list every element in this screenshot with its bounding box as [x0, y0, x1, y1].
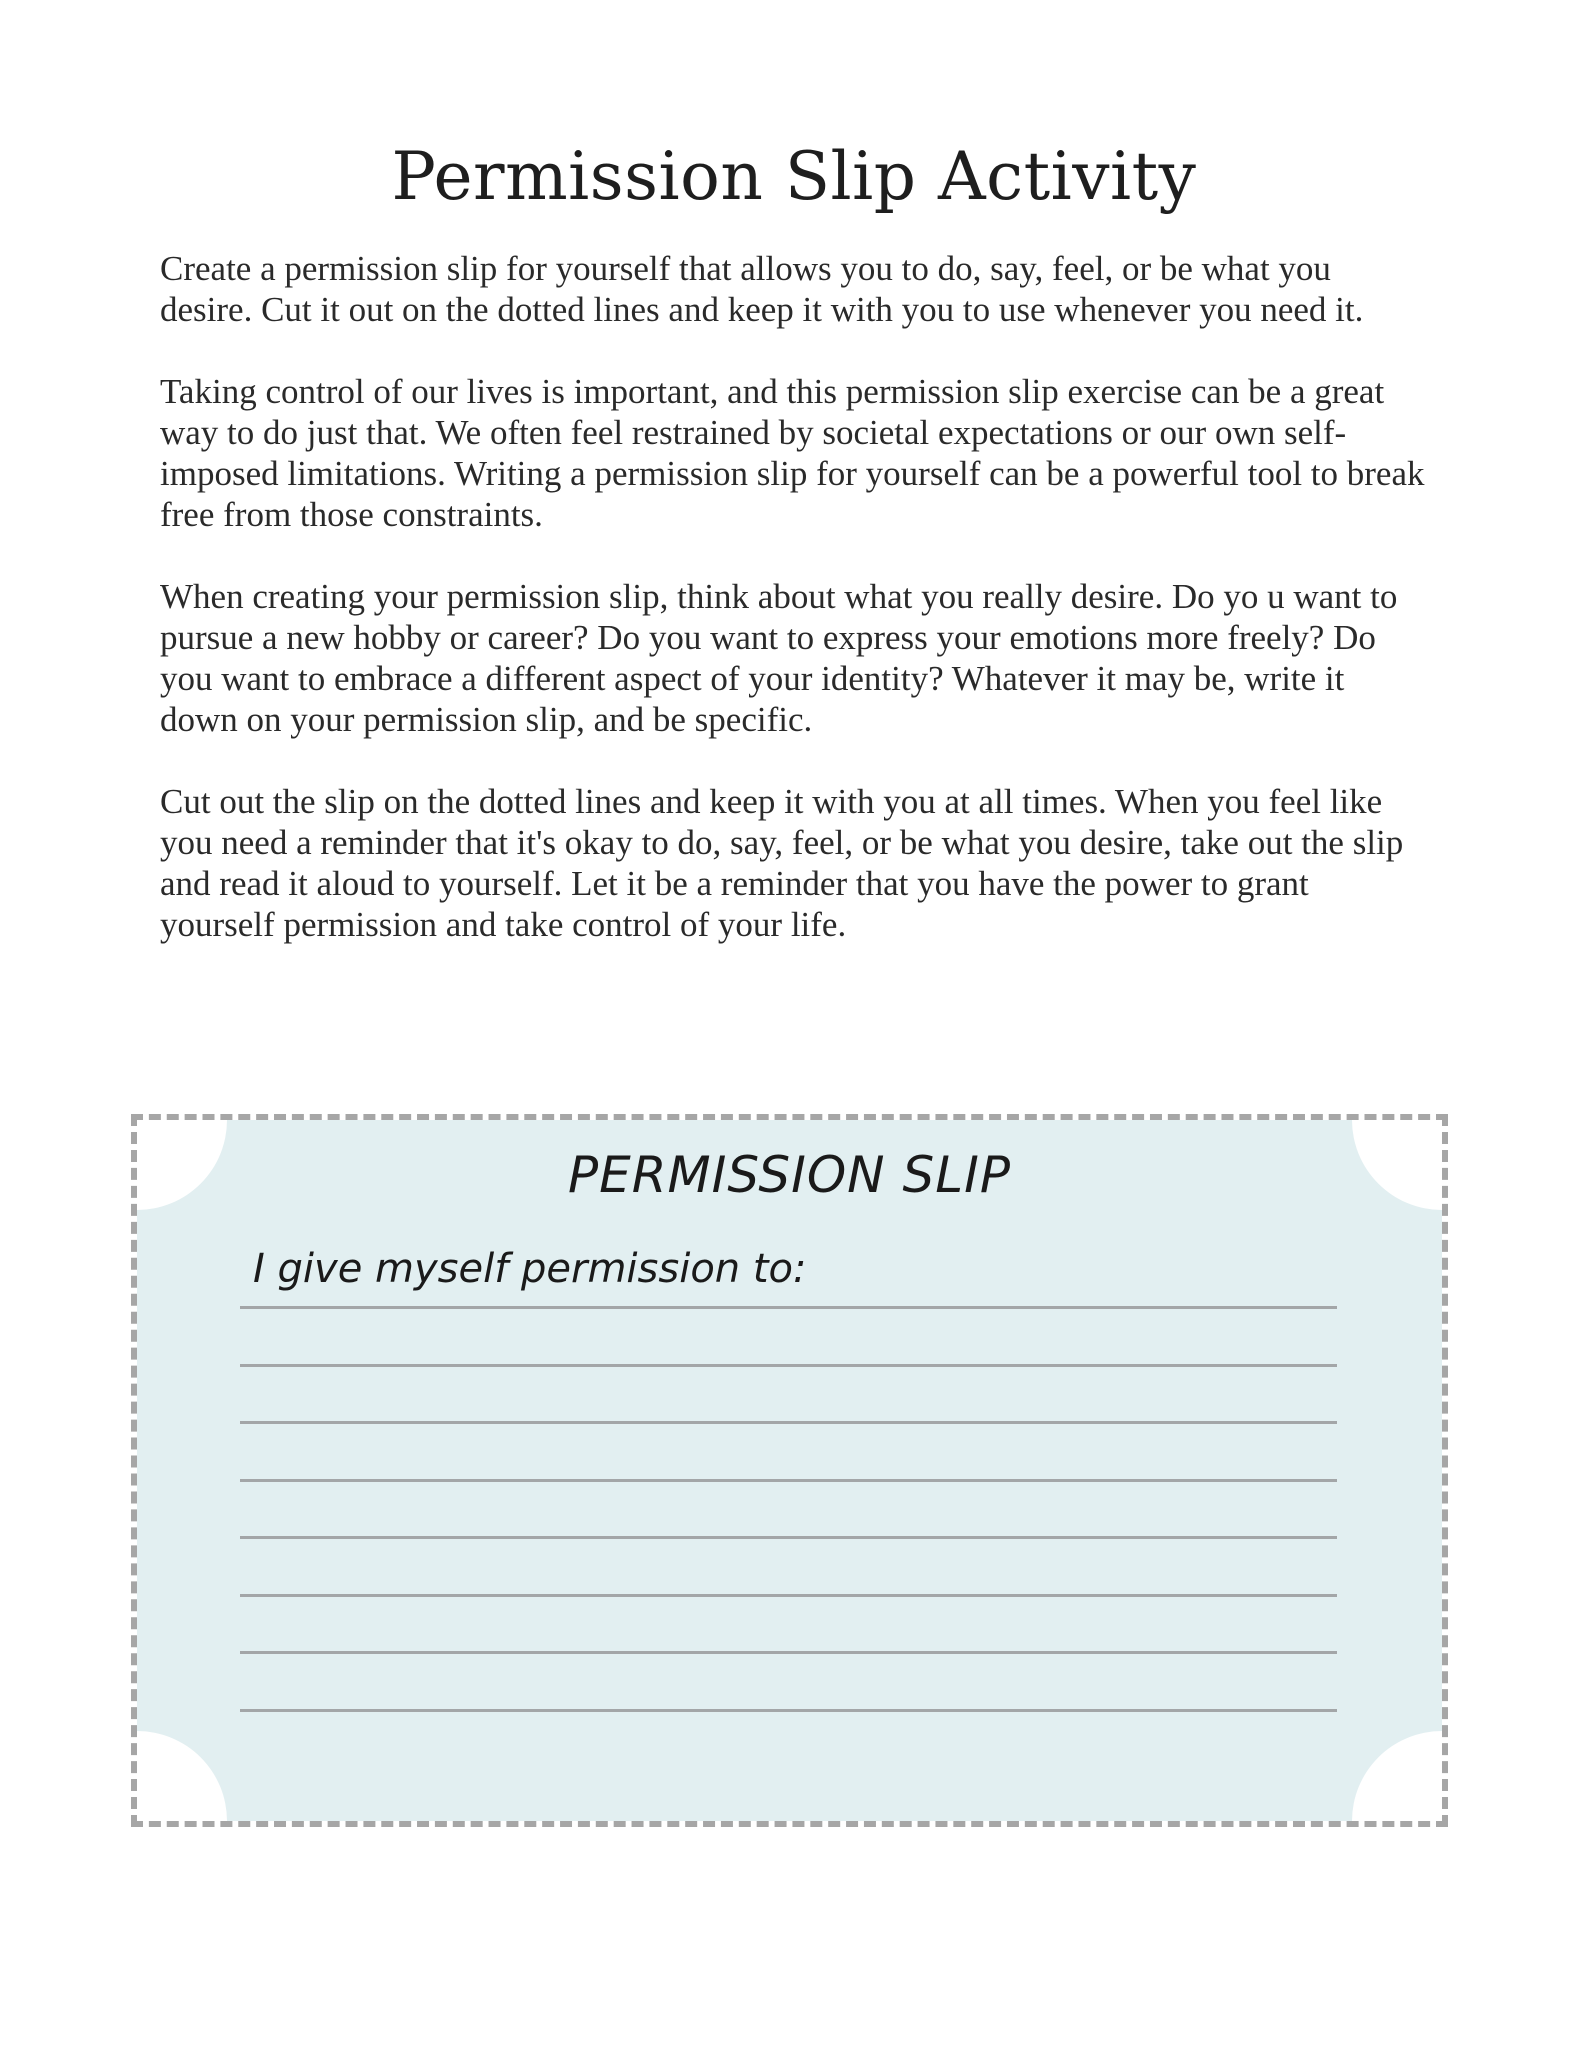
creating-paragraph: When creating your permission slip, think about what you really desire. Do yo u want to pursue a new hobby or career? Do you want to express your emotions more freely? Do you want to embrace a different aspect of your identity? Whatever it may be, write it down on your permission slip, and be specific. [160, 577, 1398, 739]
slip-ticket-shape [137, 1120, 1442, 1821]
page-title: Permission Slip Activity [391, 138, 1197, 215]
writing-line [240, 1364, 1337, 1367]
writing-line [240, 1594, 1337, 1597]
writing-line [240, 1709, 1337, 1712]
permission-slip-cutout [131, 1114, 1448, 1827]
instructions [160, 248, 1430, 986]
cut-out-paragraph: Cut out the slip on the dotted lines and keep it with you at all times. When you feel like you need a reminder that it's okay to do, say, feel, or be what you desire, take out the slip and read it aloud to yourself. Let it be a reminder that you have the power to grant yourself permission and take control of your life. [160, 782, 1404, 944]
slip-prompt: I give myself permission to: [253, 1246, 807, 1292]
writing-line [240, 1306, 1337, 1309]
control-paragraph: Taking control of our lives is important, and this permission slip exercise can be a great way to do just that. We often feel restrained by societal expectations or our own self-imposed limitations. Writing a permission slip for yourself can be a powerful tool to break free from those constraints. [160, 372, 1425, 534]
slip-title: PERMISSION SLIP [568, 1146, 1011, 1204]
writing-line [240, 1421, 1337, 1424]
writing-line [240, 1536, 1337, 1539]
ticket-background [137, 1120, 1442, 1821]
writing-line [240, 1651, 1337, 1654]
intro-paragraph: Create a permission slip for yourself that allows you to do, say, feel, or be what you desire. Cut it out on the dotted lines and keep it with you to use whenever you need it. [160, 249, 1364, 329]
writing-line [240, 1479, 1337, 1482]
